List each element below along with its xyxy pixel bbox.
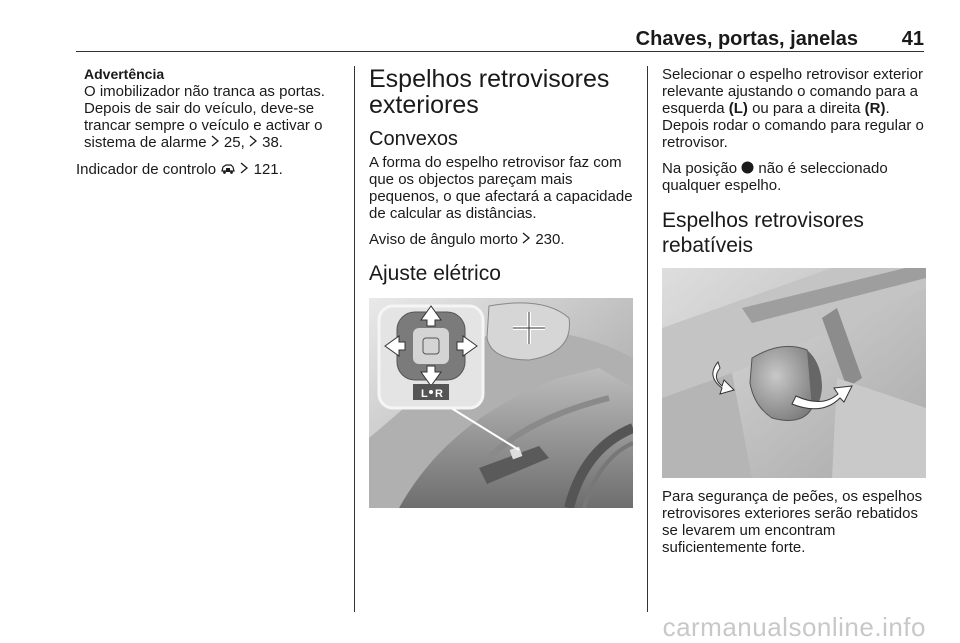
warning-title: Advertência (84, 66, 165, 82)
page-number: 41 (901, 28, 924, 50)
warning-ref-1[interactable]: 25 (223, 134, 241, 151)
switch-label-r: R (435, 388, 443, 400)
page-header (76, 28, 924, 52)
indicator-ref[interactable]: 121. (253, 161, 283, 178)
cross-reference-icon (240, 162, 249, 174)
cross-reference-icon (522, 232, 531, 244)
select-text-c: . Depois rodar o comando para regular o retrovisor. (662, 100, 924, 151)
header-rule (76, 51, 924, 52)
subtitle-electric: Ajuste elétrico (369, 262, 501, 285)
convex-text: A forma do espelho retrovisor faz com que os objectos pareçam mais pequenos, o que afectará a capacidade de calcular as distâncias. (369, 154, 633, 222)
column-divider-1 (354, 66, 355, 612)
select-text-b: ou para a direita (752, 100, 861, 117)
folding-text: Para segurança de peões, os espelhos retrovisores exteriores serão rebatidos se levarem um encontram suficientemente forte. (662, 488, 923, 556)
position-paragraph (662, 160, 926, 194)
section-title-mirrors: Espelhos retrovisores exteriores (369, 65, 610, 119)
blind-spot-paragraph (369, 231, 633, 248)
blind-spot-text: Aviso de ângulo morto (369, 231, 518, 248)
indicator-paragraph (76, 161, 342, 178)
warning-text: O imobilizador não tranca as portas. Depois de sair do veículo, deve-se trancar sempre o veículo e activar o sistema de alarme 25, 38. (84, 83, 325, 151)
column-2 (369, 66, 633, 518)
header-title: Chaves, portas, janelas (635, 28, 858, 50)
switch-label-l: L (421, 388, 428, 400)
select-mirror-paragraph (662, 66, 926, 151)
column-divider-2 (647, 66, 648, 612)
select-text-a: Selecionar o espelho retrovisor exterior relevante ajustando o comando para a esquerda (662, 66, 923, 117)
cross-reference-icon (249, 135, 258, 147)
indicator-text: Indicador de controlo (76, 161, 217, 178)
column-3 (662, 66, 926, 556)
car-lock-indicator-icon (220, 162, 236, 175)
folding-mirror-illustration (662, 268, 926, 478)
section-title-folding: Espelhos retrovisores rebatíveis (662, 209, 864, 257)
position-text-a: Na posição (662, 160, 738, 177)
mirror-adjust-illustration (369, 298, 633, 508)
warning-box (76, 66, 342, 151)
subtitle-convex: Convexos (369, 128, 458, 150)
blind-spot-ref[interactable]: 230. (535, 231, 565, 248)
cross-reference-icon (211, 135, 220, 147)
filled-circle-icon (741, 161, 754, 174)
warning-body: O imobilizador não tranca as portas. Depois de sair do veículo, deve-se trancar sempre o veículo e activar o sistema de alarme (84, 83, 325, 151)
select-right-label: (R) (864, 100, 886, 117)
footer-watermark: carmanualsonline.info (662, 612, 926, 642)
select-left-label: (L) (728, 100, 748, 117)
warning-ref-2[interactable]: 38. (262, 134, 283, 151)
column-1 (76, 66, 342, 178)
position-text-b: não é seleccionado qualquer espelho. (662, 160, 888, 194)
